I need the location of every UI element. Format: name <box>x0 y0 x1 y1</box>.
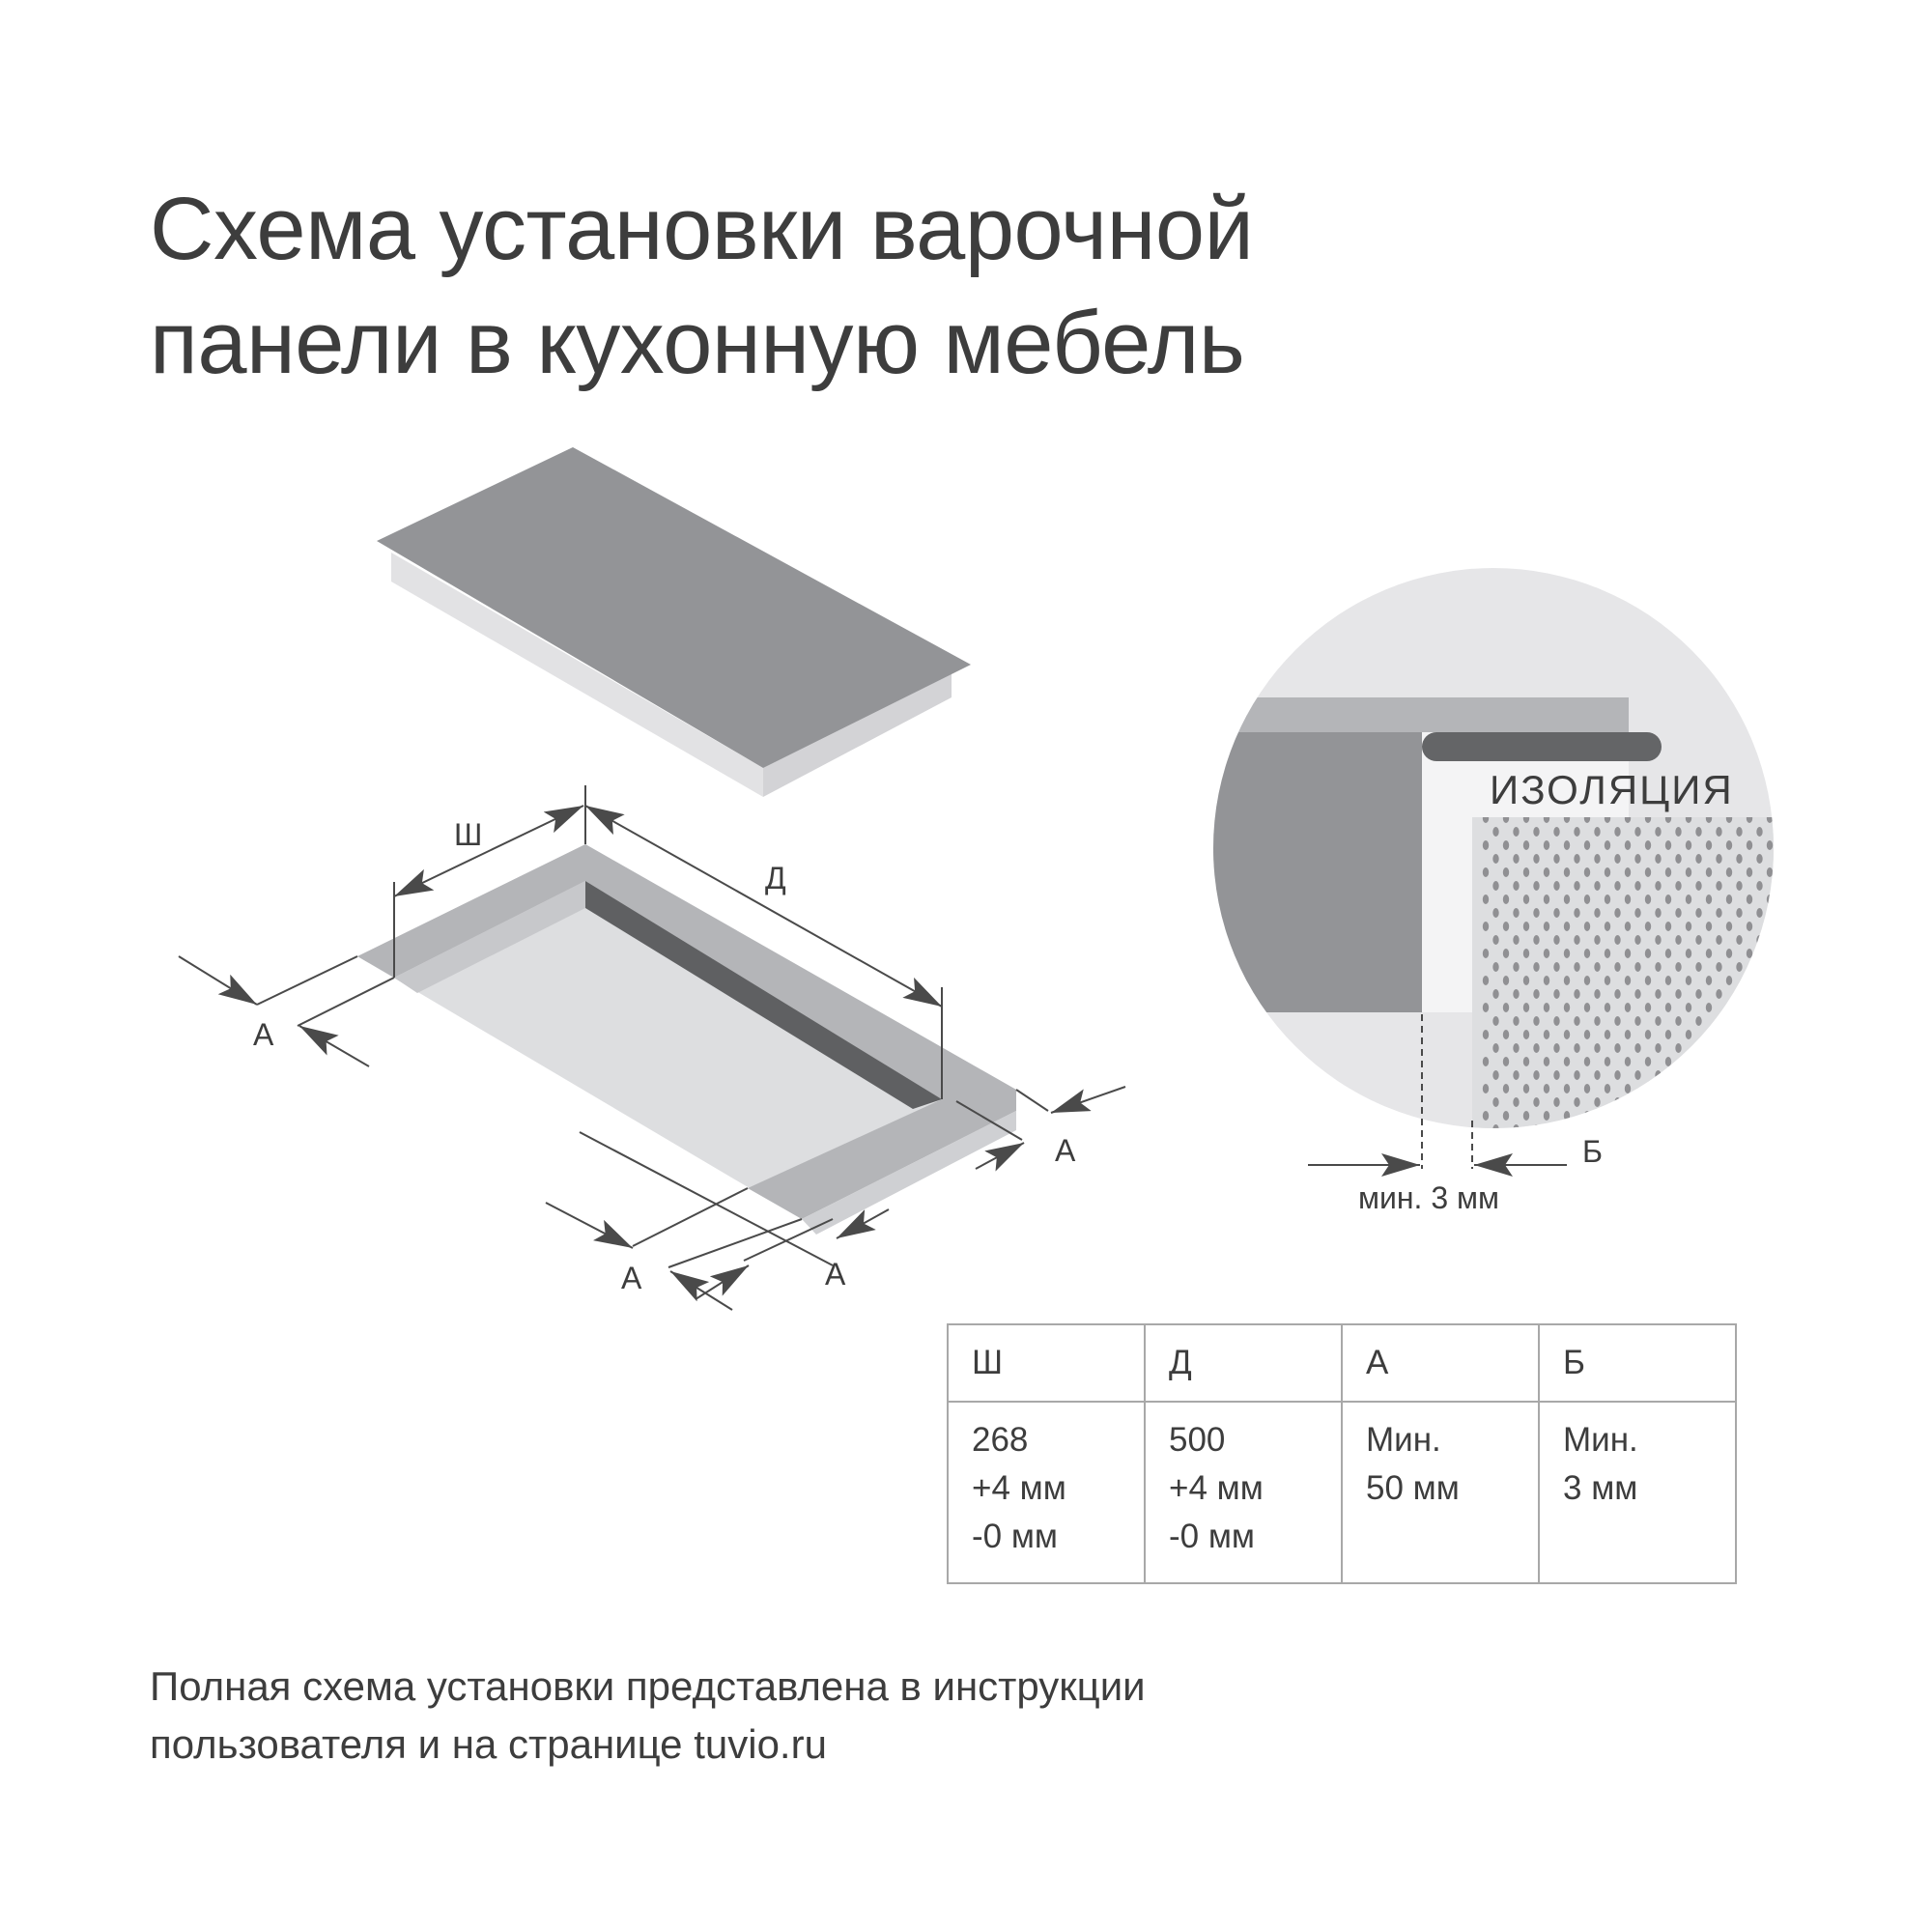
title-line-1: Схема установки варочной <box>150 180 1254 278</box>
cell-line: Мин. <box>1563 1421 1638 1459</box>
label-width: Ш <box>454 817 483 852</box>
cell-line: -0 мм <box>972 1518 1058 1555</box>
inset-countertop-edge <box>1188 697 1629 732</box>
table-header-cell: Д <box>1145 1324 1342 1402</box>
inset-perforation-dots <box>1480 817 1781 1136</box>
table-cell-b <box>1539 1402 1736 1583</box>
detail-inset <box>1188 568 1781 1215</box>
table-header-cell: А <box>1342 1324 1539 1402</box>
ext-a-right-1 <box>1016 1090 1048 1111</box>
cell-line: 500 <box>1169 1421 1226 1459</box>
cell-line: 3 мм <box>1563 1469 1638 1507</box>
label-a-left: А <box>253 1017 274 1052</box>
cell-line: 268 <box>972 1421 1029 1459</box>
cell-line: 50 мм <box>1366 1469 1460 1507</box>
inset-countertop-body <box>1188 732 1422 1012</box>
table-cell-width <box>948 1402 1145 1583</box>
table-header-cell: Ш <box>948 1324 1145 1402</box>
dim-a-left-out2 <box>299 1026 369 1066</box>
title-line-2: панели в кухонную мебель <box>150 294 1245 392</box>
dim-a-bottom-out4 <box>696 1265 749 1299</box>
hob-panel <box>377 447 971 797</box>
dim-a-right-out1 <box>1051 1087 1125 1113</box>
label-a-bottom-left: А <box>621 1261 642 1295</box>
label-length: Д <box>765 861 786 895</box>
cell-line: +4 мм <box>972 1469 1066 1507</box>
inset-label-b: Б <box>1582 1134 1603 1169</box>
inset-min-gap-label: мин. 3 мм <box>1358 1180 1500 1215</box>
footer-note <box>150 1658 1146 1774</box>
cell-line: -0 мм <box>1169 1518 1255 1555</box>
ext-a-left-1 <box>257 956 357 1005</box>
table-row <box>948 1402 1736 1583</box>
dim-a-bottom-out2 <box>670 1271 732 1310</box>
cell-line: Мин. <box>1366 1421 1441 1459</box>
label-a-bottom-right: А <box>825 1257 846 1292</box>
table-cell-length <box>1145 1402 1342 1583</box>
dimensions-table <box>947 1323 1737 1584</box>
footer-line-2: пользователя и на странице tuvio.ru <box>150 1721 827 1767</box>
cell-line: +4 мм <box>1169 1469 1264 1507</box>
countertop-cutout <box>357 844 1016 1235</box>
ext-a-left-2 <box>298 978 394 1026</box>
table-header-row <box>948 1324 1736 1402</box>
ext-a-bottom-2 <box>633 1188 748 1246</box>
dim-a-left-out1 <box>179 956 257 1005</box>
label-a-right: А <box>1055 1133 1076 1168</box>
insulation-label: ИЗОЛЯЦИЯ <box>1490 767 1734 812</box>
dim-a-bottom-out1 <box>546 1203 633 1248</box>
footer-line-1: Полная схема установки представлена в инструкции <box>150 1663 1146 1709</box>
inset-insulation-strip <box>1422 732 1662 761</box>
table-header-cell: Б <box>1539 1324 1736 1402</box>
table-cell-a <box>1342 1402 1539 1583</box>
